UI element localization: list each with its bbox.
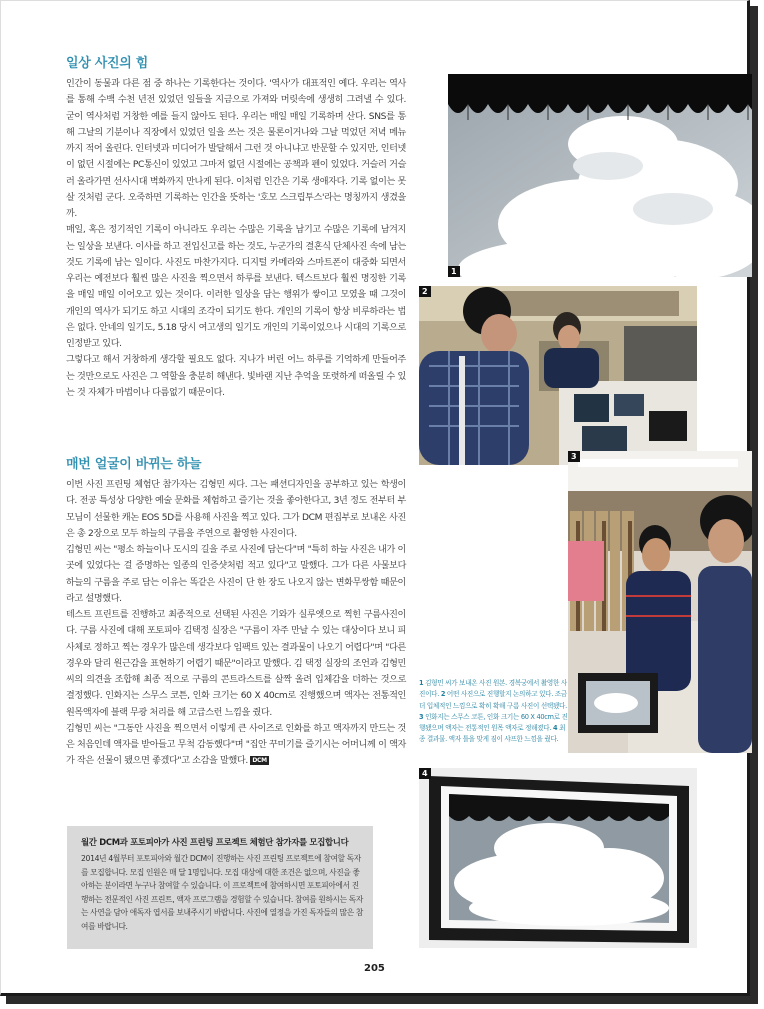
dcm-end-mark: DCM	[252, 757, 267, 765]
page-number: 205	[364, 963, 385, 974]
photo-clouds-original	[448, 74, 752, 277]
notice-text: 2014년 4월부터 포토피아와 월간 DCM이 진행하는 사진 프린팅 프로젝트에 참여할 독자를 모집합니다. 모집 인원은 매 달 1명입니다. 모집 대상에 대한 조건은 없으며, 사진을 좋아하는 분이라면 누구나 참여할 수 있습니다. 이 프로젝트에 참여하시면 포토피아에서 진행하는 전문적인 사진 프린트, 액자 프로그램을 경험할 수 있습니다. 참여를 원하시는 독자는 사연을 담아 애독자 엽서를 보내주시기 바랍니다. 사진에 열정을 가진 독자들의 많은 참여를 바랍니다.	[81, 854, 363, 931]
paragraph: 김형민 씨는 "평소 하늘이나 도시의 길을 주로 사진에 담는다"며 "특히 하늘 사진은 내가 이 곳에 있었다는 걸 증명하는 일종의 인증샷처럼 적고 있다"고 말했다. 그가 다른 사물보다 하늘의 구름을 주로 담는 이유는 똑같은 사진이 단 한 장도 나오지 않는 변화무쌍함 때문이라고 설명했다.	[66, 545, 406, 604]
recruitment-notice-box	[67, 826, 373, 949]
caption-text: 어떤 사진으로 진행할지 논의하고 있다. 조금 더 입체적인 느낌으로 확히 확해 구름 사진이 선택됐다.	[419, 690, 567, 710]
discussion-image	[419, 286, 697, 465]
caption-number: 1	[419, 679, 424, 687]
caption-text: 김형민 씨가 보내온 사진 원본. 경복궁에서 촬영한 사진이다.	[419, 679, 567, 699]
caption-number: 3	[419, 712, 424, 721]
framed-print-image	[419, 768, 697, 948]
paragraph: 인간이 동물과 다른 점 중 하나는 기록한다는 것이다. '역사'가 대표적인 예다. 우리는 역사를 통해 수백 수천 년전 있었던 일들을 지금으로 가져와 머릿속에 생생히 그려낼 수 있다. 굳이 역사처럼 거창한 예를 들지 않아도 된다. 우리는 매일 매일 기록하며 산다. SNS를 통해 그날의 기분이나 직장에서 있었던 일을 쓰는 것은 물론이거나와 그날 먹었던 저녁 메뉴까지 적어 올린다. 인터넷과 미디어가 발달해서 그런 것 아니냐고 반문할 수 있지만, 인터넷이 없던 시절에는 PC통신이 있었고 그마저 없던 시절에는 공책과 펜이 있었다. 거슬러 거슬러 올라가면 선사시대 벽화까지 만나게 된다. 이처럼 인간은 기록 생애자다. 기록 없이는 못살 것처럼 군다. 오죽하면 기록하는 인간을 뜻하는 '호모 스크립투스'라는 명칭까지 생겼을까.	[66, 79, 406, 219]
section-heading-changing-sky: 매번 얼굴이 바뀌는 하늘	[66, 457, 202, 472]
paragraph: 테스트 프린트를 진행하고 최종적으로 선택된 사진은 기와가 실루엣으로 찍힌 구름사진이다. 구름 사진에 대해 포토피아 김택정 실장은 "구름이 자주 만날 수 있는 대상이다 보니 피사체로 정하고 찍는 경우가 많은데 생각보다 임팩트 있는 결과물이 나오기 어렵다"며 "다른 경우와 달리 원근감을 표현하기 어렵기 때문"이라고 말했다. 김 택정 실장의 조언과 김형민 씨의 의견을 조합해 최종 적으로 구름의 콘트라스트를 살짝 올려 입체감을 더하는 것으로 결정했다. 인화지는 스무스 코튼, 인화 크기는 60 X 40cm로 진행했으며 액자는 전통적인 원목액자에 블랙 무광 처리를 해 고급스런 느낌을 줬다.	[66, 610, 406, 718]
frame-shop-image	[568, 451, 752, 753]
clouds-image	[448, 74, 752, 277]
caption-number: 4	[552, 724, 558, 733]
photo-framed-print	[419, 768, 697, 948]
paragraph: 매일, 혹은 정기적인 기록이 아니라도 우리는 수많은 기록을 남기고 수많은 기록에 남겨지는 일상을 보낸다. 이사를 하고 전입신고를 하는 것도, 누군가의 결혼식 단체사진 속에 남는 것도 기록에 남는 일이다. 사진도 마찬가지다. 디지털 카메라와 스마트폰이 대중화 되면서 우리는 예전보다 훨씬 많은 사진을 찍으면서 하루를 보낸다. 텍스트보다 훨씬 명징한 기록을 매일 매일 이어오고 있는 것이다. 이러한 일상을 담는 행위가 쌓이고 모였을 때 그것이 개인의 역사가 되기도 하고 시대의 조각이 되기도 한다. 개인의 기록이 항상 비루하라는 법은 없다. 안네의 일기도, 5.18 당시 여고생의 일기도 개인의 기록이었으나 시대의 기록으로 인정받고 있다.	[66, 225, 406, 349]
photo-discussion	[419, 286, 697, 465]
notice-title: 월간 DCM과 포토피아가 사진 프린팅 프로젝트 체험단 참가자를 모집합니다	[81, 837, 349, 847]
section2-body	[66, 477, 406, 770]
photo-number-badge: 4	[419, 768, 431, 779]
paragraph: 이번 사진 프린팅 체험단 참가자는 김형민 씨다. 그는 패션디자인을 공부하고 있는 학생이다. 전공 특성상 다양한 예술 문화를 체험하고 즐기는 것을 좋아한다고, 3년 정도 전부터 부모님이 선물한 캐논 EOS 5D를 사용해 사진을 찍고 있다. 그가 DCM 편집부로 보내온 사진은 총 2장으로 모두 하늘의 구름을 주연으로 촬영한 사진이다.	[66, 480, 406, 539]
photo-number-badge: 2	[419, 286, 431, 297]
paragraph	[66, 721, 406, 770]
photo-captions	[419, 678, 569, 746]
caption-text: 인화지는 스무스 코튼, 인화 크기는 60 X 40cm로 진행됐으며 액자는 전통적인 원목 액자로 정해졌다.	[419, 712, 568, 733]
section-heading-everyday-photo: 일상 사진의 힘	[66, 56, 148, 71]
caption-text: 최종 결과물. 액자 틀을 맞게 짐이 샤프한 느낌을 줬다.	[419, 724, 566, 744]
photo-number-badge: 3	[568, 451, 580, 462]
caption-number: 2	[440, 690, 446, 699]
paragraph-text: 김형민 씨는 "그동안 사진을 찍으면서 이렇게 큰 사이즈로 인화를 하고 액자까지 만드는 것은 처음인데 액자를 받아들고 무척 감동했다"며 "집안 꾸미기를 즐기시는 어머니께 이 액자가 작은 선물이 됐으면 좋겠다"고 소감을 말했다.	[66, 723, 406, 767]
photo-frame-selection	[568, 451, 752, 753]
section1-body	[66, 76, 406, 401]
photo-number-badge: 1	[448, 266, 460, 277]
paragraph: 그렇다고 해서 거창하게 생각할 필요도 없다. 지나가 버린 어느 하루를 기억하게 만들어주는 것만으로도 사진은 그 역할을 충분히 해낸다. 빛바랜 지난 추억을 또렷하게 떠올릴 수 있는 것 자체가 마법이나 다름없기 때문이다.	[66, 355, 406, 398]
